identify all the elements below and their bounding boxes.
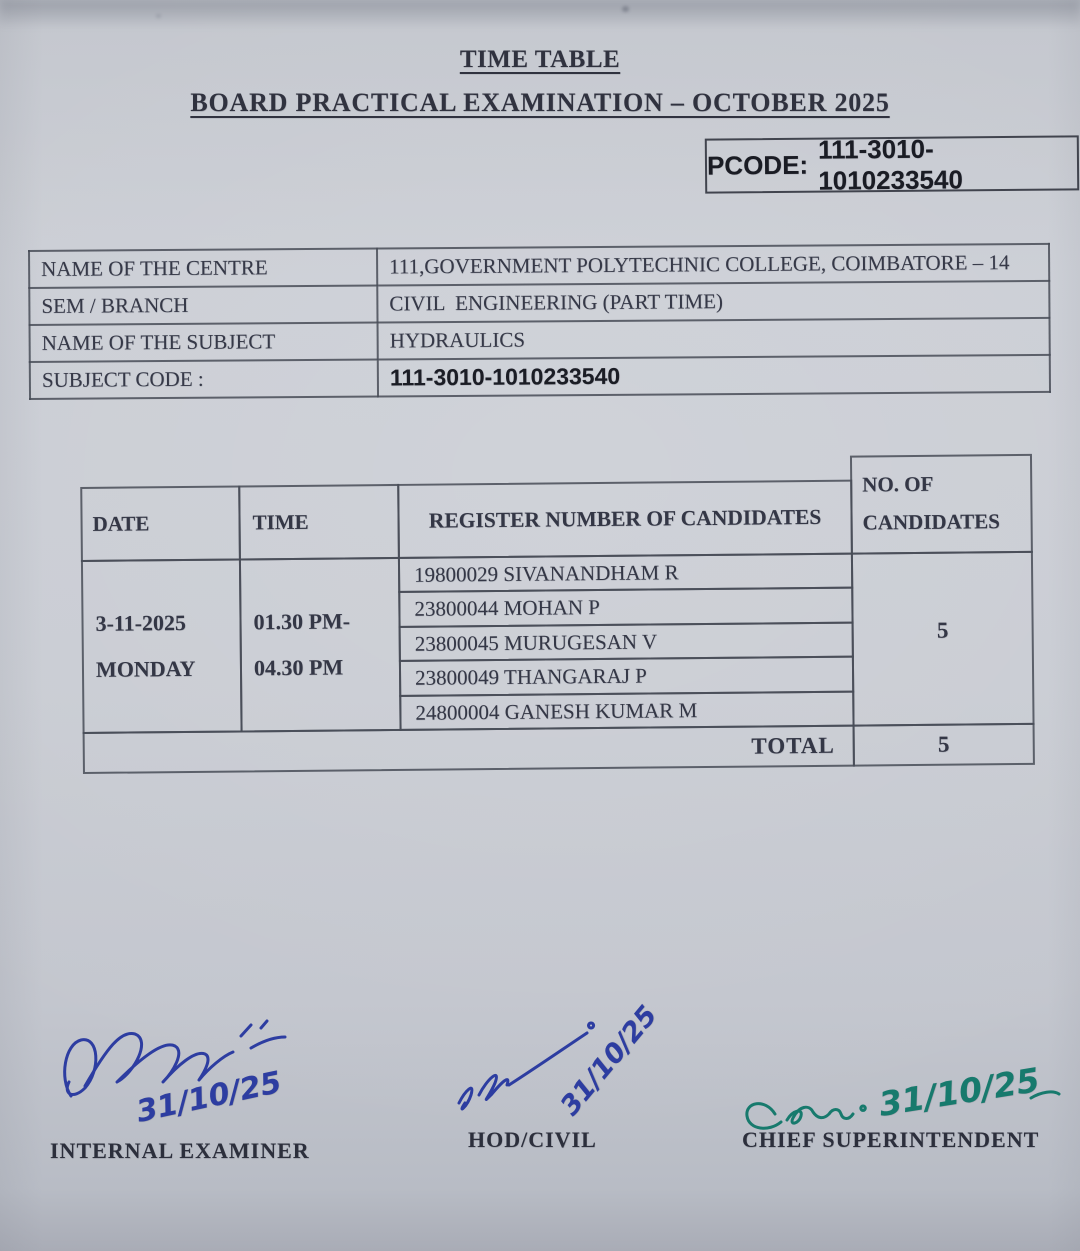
candidate-row: 19800029 SIVANANDHAM R (398, 553, 853, 593)
info-value-branch: CIVIL ENGINEERING (PART TIME) (377, 281, 1049, 323)
schedule-header-register: REGISTER NUMBER OF CANDIDATES (397, 480, 853, 559)
signature-date-chief-superintendent: 31/10/25 (876, 1060, 1043, 1124)
pcode-value: 111-3010-1010233540 (817, 133, 963, 196)
info-label-branch: SEM / BRANCH (29, 286, 377, 325)
top-bleed-through-shade (0, 0, 1080, 30)
exam-day: MONDAY (95, 655, 196, 682)
total-label-cell: TOTAL (83, 725, 855, 774)
hod-civil-signature (445, 1000, 685, 1145)
schedule-header-date: DATE (80, 485, 241, 562)
pcode-box (705, 133, 1079, 196)
centre-info-table (28, 243, 1051, 400)
exam-time-end: 04.30 PM (253, 654, 344, 681)
candidate-row: 23800044 MOHAN P (398, 587, 853, 628)
document-subtitle: BOARD PRACTICAL EXAMINATION – OCTOBER 2025 (190, 88, 890, 117)
schedule-header-count-line2: CANDIDATES (862, 509, 1001, 535)
schedule-time-cell (239, 557, 402, 733)
candidate-row: 23800045 MURUGESAN V (399, 622, 854, 662)
chief-superintendent-label: CHIEF SUPERINTENDENT (742, 1127, 1040, 1152)
internal-examiner-label: INTERNAL EXAMINER (50, 1138, 310, 1163)
candidate-row: 24800004 GANESH KUMAR M (399, 691, 854, 731)
info-label-subject: NAME OF THE SUBJECT (30, 323, 378, 362)
schedule-table (80, 454, 1033, 772)
signature-ink-internal-examiner (55, 1000, 315, 1140)
hod-civil-label: HOD/CIVIL (468, 1127, 597, 1152)
signature-date-internal-examiner: 31/10/25 (133, 1064, 285, 1130)
schedule-date-cell (81, 558, 243, 734)
info-value-centre: 111,GOVERNMENT POLYTECHNIC COLLEGE, COIMBATORE – 14 (377, 244, 1049, 286)
schedule-header-time: TIME (238, 484, 400, 561)
info-row-subject-code (30, 355, 1050, 399)
schedule-header-count (850, 454, 1033, 555)
candidate-row: 23800049 THANGARAJ P (399, 656, 854, 697)
candidate-count-cell: 5 (851, 551, 1035, 727)
paper-speck (156, 14, 161, 18)
signature-date-hod-civil: 31/10/25 (554, 1000, 664, 1122)
pcode-label: PCODE: (706, 149, 809, 181)
total-value-cell: 5 (853, 723, 1035, 767)
info-label-subject-code: SUBJECT CODE : (30, 360, 378, 399)
schedule-header-count-line1: NO. OF (862, 471, 934, 497)
info-value-subject: HYDRAULICS (378, 318, 1050, 360)
document-title: TIME TABLE (459, 46, 621, 73)
info-label-centre: NAME OF THE CENTRE (29, 249, 377, 288)
exam-date: 3-11-2025 (95, 609, 187, 636)
internal-examiner-signature (55, 1000, 315, 1145)
info-value-subject-code: 111-3010-1010233540 (378, 355, 1050, 397)
exam-time-start: 01.30 PM- (253, 608, 351, 635)
signature-ink-hod-civil (445, 1000, 685, 1140)
paper-speck (622, 6, 629, 12)
